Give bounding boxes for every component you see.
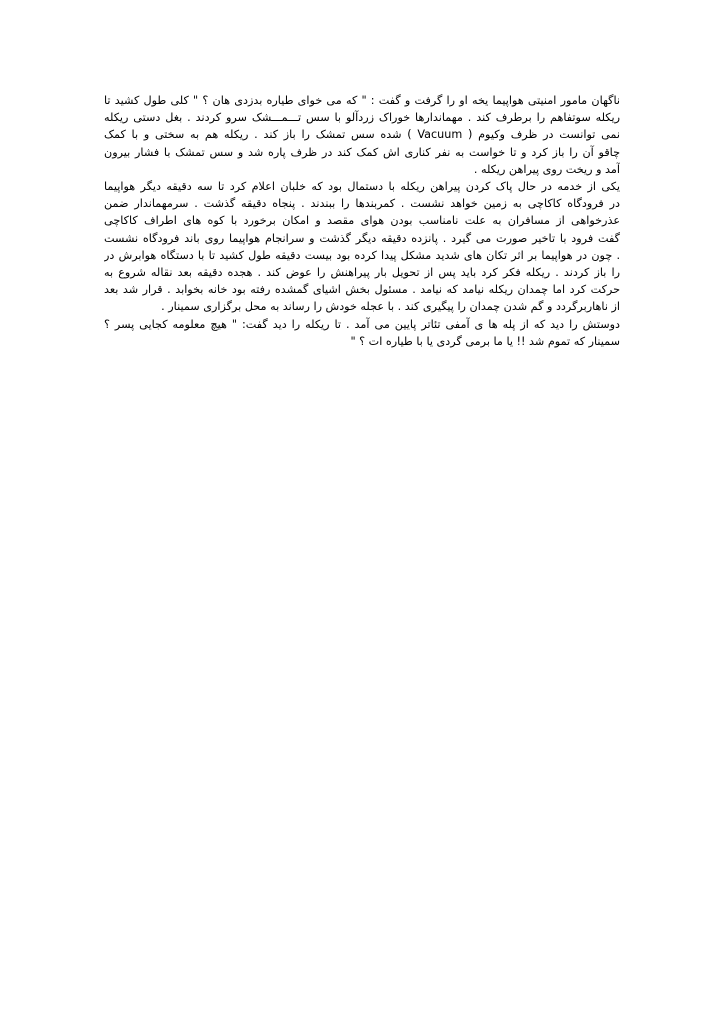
- text-line-3: نمی توانست در ظرف وكیوم ( Vacuum ) شده سس تمشک را باز كند . ریكله هم به سختی و با كمک: [104, 128, 620, 142]
- text-line-5: آمد و ریخت روی پیراهن ریكله .: [473, 162, 620, 176]
- text-line-2: ریكله سوتفاهم را برطرف كند . مهماندارها خوراک زردآلو با سس تـــمـــشک سرو كردند . بغل دستی ریكله: [104, 111, 620, 125]
- text-line-8: عذرخواهی از مسافران به علت نامناسب بودن هوای مقصد و امكان برخورد با كوه های اطراف كاكاچی: [104, 214, 620, 228]
- text-line-7: در فرودگاه كاكاچی به زمین خواهد نشست . كمربندها را ببندند . پنجاه دقیقه گذشت . سرمهماندار ضمن: [104, 197, 620, 211]
- text-line-9: گفت فرود با تاخیر صورت می گیرد . پانزده دقیقه دیگر گذشت و سرانجام هواپیما روی باند فرودگاه نشست: [104, 231, 620, 245]
- text-line-1: ناگهان مامور امنیتی هواپیما یخه او را گرفت و گفت : " كه می خوای طیاره بدزدی هان ؟ " كلی طول كشید تا: [104, 94, 620, 107]
- text-line-15: سمینار كه تموم شد !! یا ما برمی گردی یا با طیاره ات ؟ ": [350, 334, 620, 348]
- text-line-6: یكی از خدمه در حال پاک كردن پیراهن ریكله با دستمال بود كه خلبان اعلام كرد تا سه دقیقه دیگر هواپیما: [104, 180, 620, 194]
- text-line-12: حركت كرد اما چمدان ریكله نیامد كه نیامد . مسئول بخش اشیای گمشده رفته بود خانه بخوابد . قرار شد بعد: [104, 283, 620, 297]
- text-line-13: از ناهاربرگردد و گم شدن چمدان را پیگیری كند . با عجله خودش را رساند به محل برگزاری سمینار .: [161, 300, 620, 314]
- text-line-11: را باز كردند . ریكله فكر كرد باید پس از تحویل بار پیراهنش را عوض كند . هجده دقیقه بعد نقاله شروع به: [104, 266, 620, 280]
- text-line-10: . چون در هواپیما بر اثر تكان های شدید مشكل پیدا كرده بود بیست دقیقه طول كشید تا با دستگاه هوابرش در: [104, 248, 620, 262]
- text-line-14: دوستش را دید كه از پله ها ی آمفی تئاتر پایین می آمد . تا ریكله را دید گفت: " هیچ معلومه كجایی پسر ؟: [104, 317, 620, 331]
- text-line-4: چاقو آن را باز كرد و تا خواست به نفر كناری اش كمک كند در ظرف پاره شد و سس تمشک با فشار بیرون: [104, 145, 620, 159]
- story-text-block: [104, 92, 620, 350]
